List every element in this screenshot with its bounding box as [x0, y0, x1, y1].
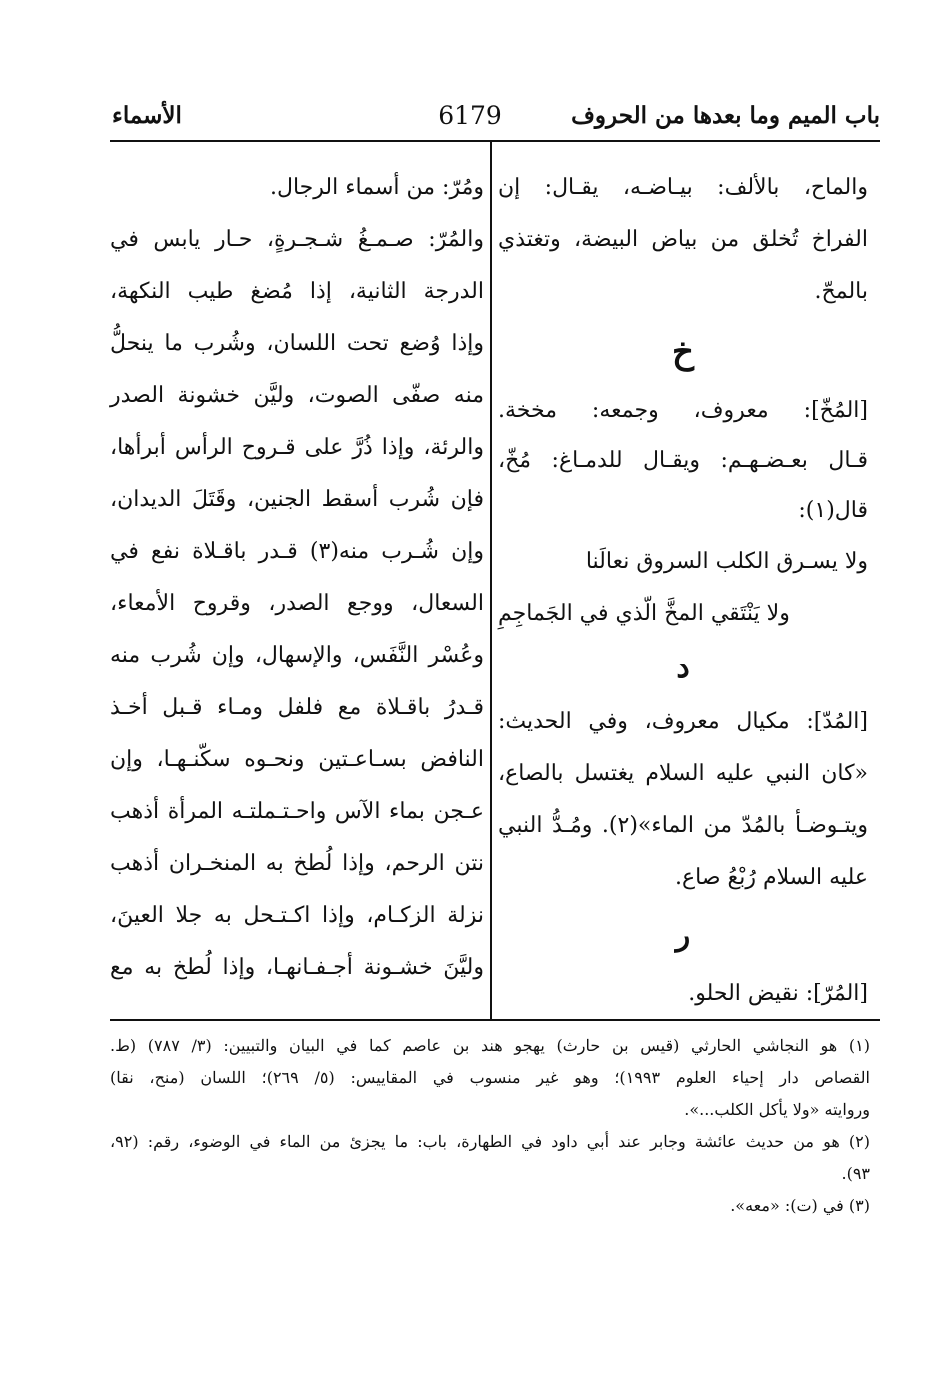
header-rule [110, 140, 880, 142]
letter-heading-dal: د [676, 650, 690, 685]
text-line: السعال، ووجع الصدر، وقروح الأمعاء، [110, 591, 484, 616]
poem-verse-1: ولا يسـرق الكلب السروق نعالَنا [585, 549, 868, 574]
text-line: منه صفّى الصوت، وليَّن خشونة الصدر [110, 383, 484, 408]
text-line: وليَّنَ خشـونة أجـفـانهـا، وإذا لُطخ به مع [110, 955, 484, 980]
right-column [498, 162, 868, 1020]
text-line: الدرجة الثانية، إذا مُضغ طيب النكهة، [110, 279, 484, 304]
footnote-rule [110, 1019, 880, 1021]
text-line: وإن شُـرب منه(٣) قـدر باقـلاة نفع في [110, 539, 484, 564]
poem-verse-2: ولا يَنْتَقي المخَّ الّذي في الجَماجِمِ [498, 601, 790, 626]
entry-murr: [المُرّ]: نقيض الحلو. [688, 981, 868, 1006]
chapter-title: باب الميم وما بعدها من الحروف [571, 102, 880, 129]
text-line: عليه السلام رُبْعُ صاع. [675, 865, 868, 890]
text-line: الفراخ تُخلق من بياض البيضة، وتغتذي [498, 227, 868, 252]
letter-heading-ra: ر [675, 918, 691, 953]
entry-mukh: [المُخّ]: معروف، وجمعه: مخخة. [498, 398, 868, 423]
text-line: ومُرّ: من أسماء الرجال. [269, 175, 484, 200]
column-divider [490, 141, 492, 1020]
page-number: 6179 [438, 101, 502, 130]
text-line: وإذا وُضع تحت اللسان، وشُرب ما ينحلُّ [110, 331, 484, 356]
section-title: الأسماء [112, 102, 182, 129]
text-line: فإن شُرب أسقط الجنين، وقَتَلَ الديدان، [110, 487, 484, 512]
text-line: والرئة، وإذا ذُرَّ على قـروح الرأس أبرأها، [110, 435, 484, 460]
footnote-line: (٣) في (ت): «معه». [730, 1196, 870, 1215]
text-line: النافض بسـاعـتين ونحـوه سكّنـهـا، وإن [110, 747, 484, 772]
left-column [110, 162, 484, 994]
text-line: «كان النبي عليه السلام يغتسل بالصاع، [498, 761, 868, 786]
footnote-line: القصاص دار إحياء العلوم ١٩٩٣)؛ وهو غير منسوب في المقاييس: (٥/ ٢٦٩)؛ اللسان (منح، نقا) [110, 1068, 870, 1087]
text-line: نتن الرحم، وإذا لُطخ به المنخـران أذهب [110, 851, 484, 876]
text-line: ويتـوضـأ بالمُدّ من الماء»(٢). ومُـدُّ النبي [498, 813, 868, 838]
text-line: والمُرّ: صـمـغُ شـجـرةٍ، حـار يابس في [110, 227, 484, 252]
footnotes [110, 1030, 870, 1222]
footnote-line: ٩٣). [841, 1164, 870, 1183]
text-line: قال(١): [798, 498, 868, 523]
text-line: عـجن بماء الآس واحـتـملتـه المرأة أذهب [110, 799, 484, 824]
letter-heading-kha: خ [672, 332, 694, 372]
entry-mudd: [المُدّ]: مكيال معروف، وفي الحديث: [498, 709, 868, 734]
text-line: وعُسْر النَّفَس، والإسهال، وإن شُرب منه [110, 643, 484, 668]
footnote-line: وروايته «ولا يأكل الكلب...». [684, 1100, 870, 1119]
text-line: قـدرُ باقـلاة مع فلفل ومـاء قـبل أخـذ [110, 695, 484, 720]
text-line: بالمحّ. [814, 279, 868, 304]
footnote-line: (٢) هو من حديث عائشة وجابر عند أبي داود في الطهارة، باب: ما يجزئ من الماء في الوضوء، رقم: (٩٢، [110, 1132, 870, 1151]
footnote-line: (١) هو النجاشي الحارثي (قيس بن حارث) يهجو هند بن عاصم كما في البيان والتبيين: (٣/ ٧٨٧) (ط. [110, 1036, 870, 1055]
text-line: والماح، بالألف: بيـاضـه، يقـال: إن [498, 175, 868, 200]
text-line: قـال بعـضـهـم: ويقـال للدمـاغ: مُخّ، [498, 448, 868, 473]
text-line: نزلة الزكـام، وإذا اكـتـحل به جلا العينَ، [110, 903, 484, 928]
